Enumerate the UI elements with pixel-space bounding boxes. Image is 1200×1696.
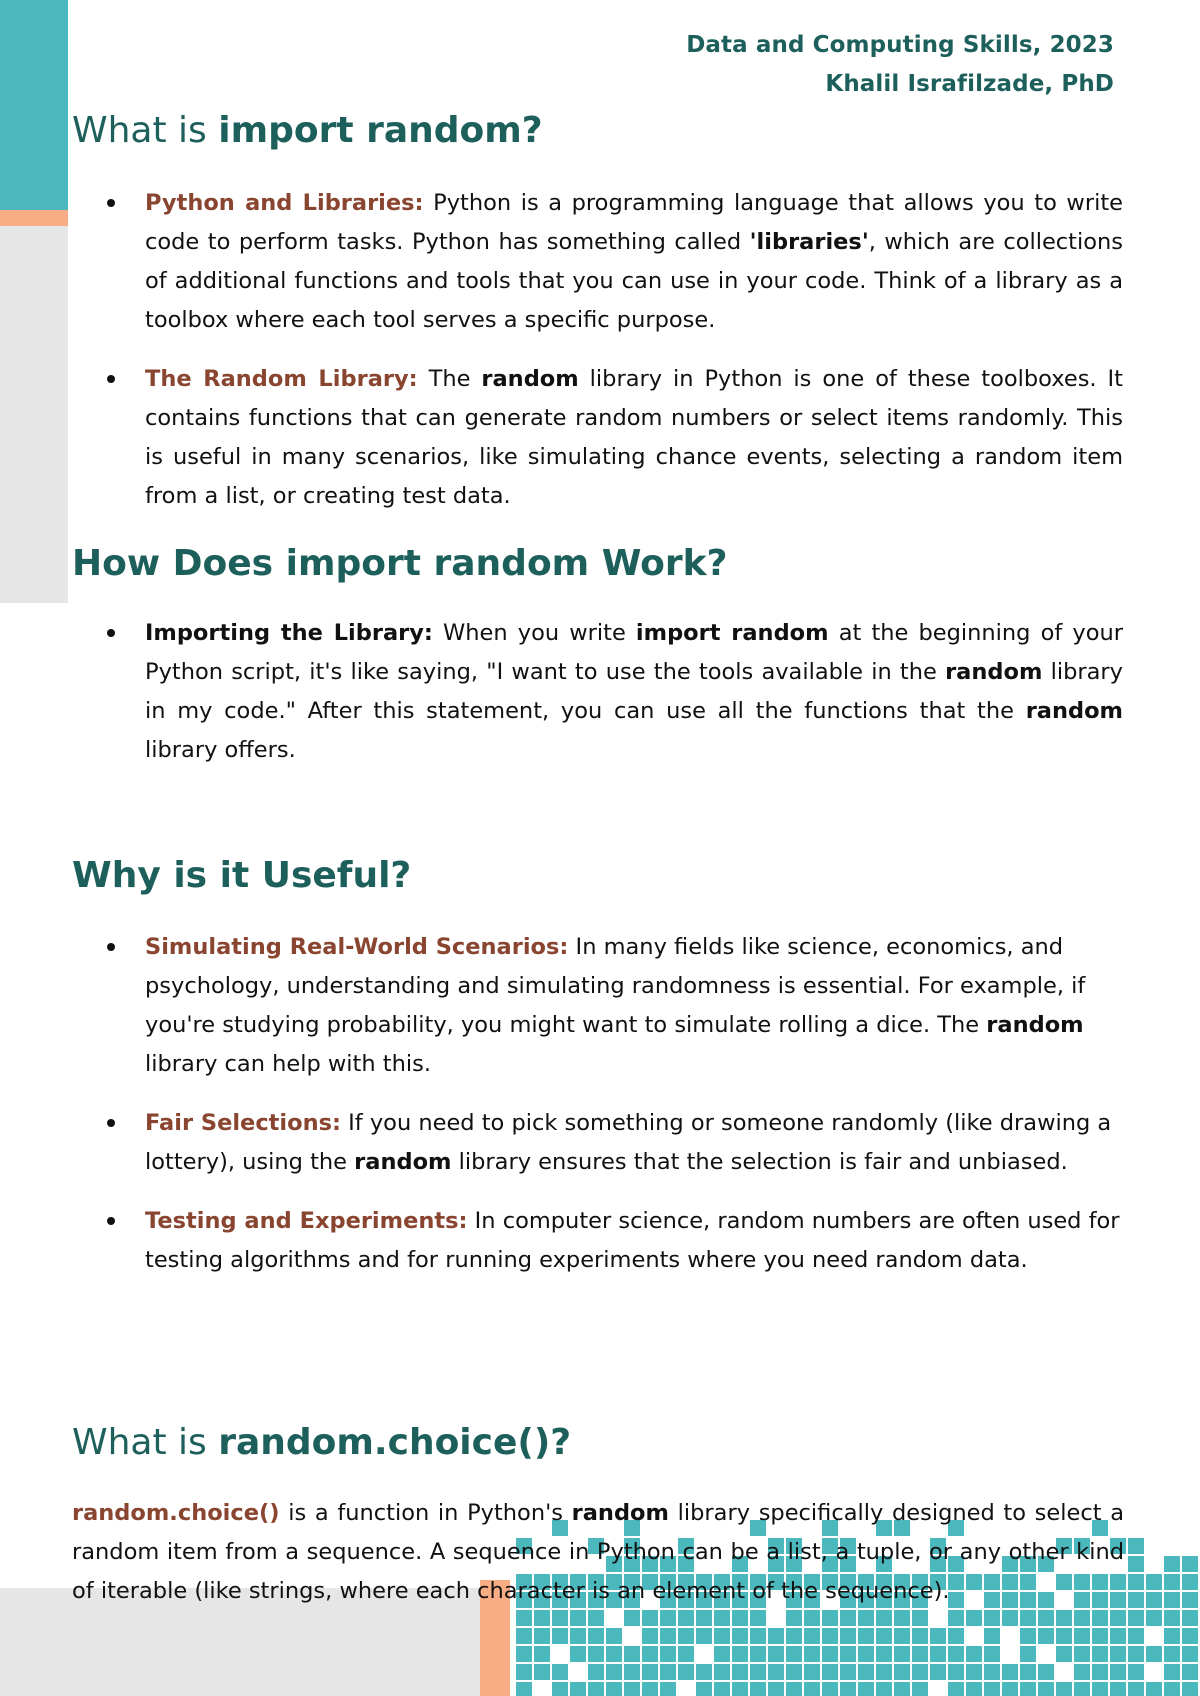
bullet-dot <box>107 1119 115 1127</box>
bullet-testing-experiments: Testing and Experiments: In computer science, random numbers are often used for testing algorithms and for running experiments where you need random data. <box>145 1208 1120 1273</box>
section-title-why-useful: Why is it Useful? <box>72 855 412 896</box>
bullet-simulating-scenarios: Simulating Real-World Scenarios: In many fields like science, economics, and psychology, understanding and simulating randomness is essential. For example, if you're studying probability, you might want to simulate rolling a dice. The random library can help with this. <box>145 934 1086 1077</box>
bullet-fair-selections: Fair Selections: If you need to pick something or someone randomly (like drawing a lottery), using the random library ensures that the selection is fair and unbiased. <box>145 1110 1112 1175</box>
random-choice-description: random.choice() is a function in Python's random library specifically designed to select a random item from a sequence. A sequence in Python can be a list, a tuple, or any other kind of iterable (like strings, where each character is an element of the sequence). <box>72 1500 1124 1604</box>
bullet-dot <box>107 629 115 637</box>
section-title-random-choice: What is random.choice()? <box>72 1422 572 1463</box>
bullet-dot <box>107 375 115 383</box>
decor-orange-bar <box>0 210 68 226</box>
section-title-import-random: What is import random? <box>72 110 543 151</box>
bullet-python-libraries: Python and Libraries: Python is a programming language that allows you to write code to perform tasks. Python has something called 'libraries', which are collections of additional functions and tools that you can use in your code. Think of a library as a toolbox where each tool serves a specific purpose. <box>145 190 1124 333</box>
bullet-importing-library: Importing the Library: When you write import random at the beginning of your Python script, it's like saying, "I want to use the tools available in the random library in my code." After this statement, you can use all the functions that the random library offers. <box>145 620 1123 763</box>
bullet-dot <box>107 943 115 951</box>
bullet-dot <box>107 199 115 207</box>
bullet-dot <box>107 1217 115 1225</box>
bullet-random-library: The Random Library: The random library in Python is one of these toolboxes. It contains functions that can generate random numbers or select items randomly. This is useful in many scenarios, like simulating chance events, selecting a random item from a list, or creating test data. <box>145 366 1123 509</box>
decor-grey-bar <box>0 226 68 603</box>
decor-teal-bar <box>0 0 68 210</box>
section-title-how-it-works: How Does import random Work? <box>72 543 728 584</box>
course-header: Data and Computing Skills, 2023 <box>686 32 1114 58</box>
author-header: Khalil Israfilzade, PhD <box>825 71 1114 97</box>
